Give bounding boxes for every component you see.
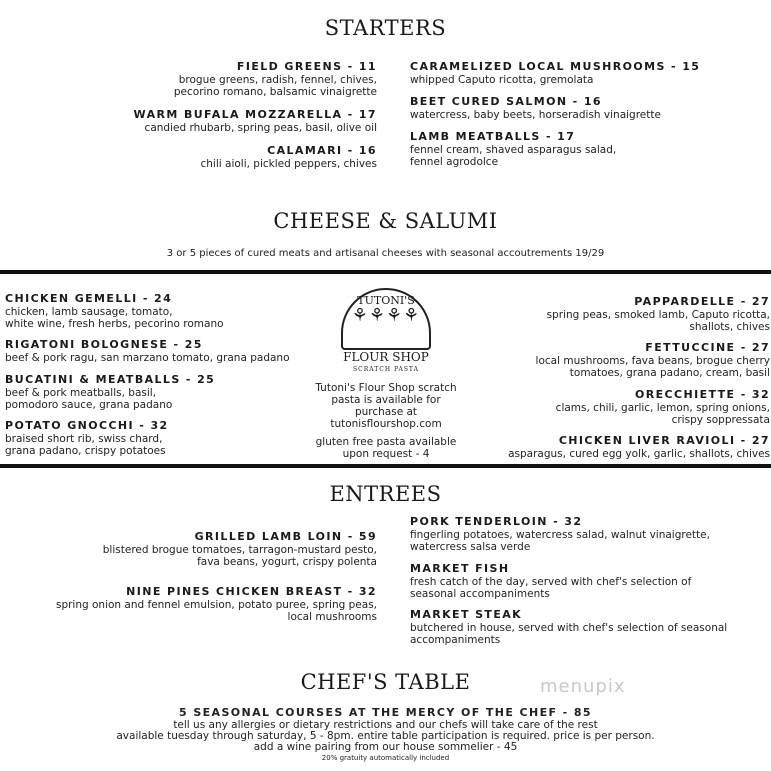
item-desc: pecorino romano, balsamic vinaigrette (173, 86, 377, 98)
starters-heading: STARTERS (324, 16, 447, 40)
chefs-table-heading: CHEF'S TABLE (300, 670, 471, 694)
item-desc: local mushrooms, fava beans, brogue cherry (535, 355, 770, 367)
logo-brand-text: TUTONI'S (357, 294, 415, 307)
chefs-table-line: available tuesday through saturday, 5 - 8pm. entire table participation is required. price is per person. (116, 730, 655, 742)
note-line: upon request - 4 (342, 448, 430, 460)
item-desc: chicken, lamb sausage, tomato, (5, 306, 173, 318)
menu-item (40, 144, 377, 170)
chefs-table-line: add a wine pairing from our house sommelier - 45 (253, 741, 518, 753)
item-name: RIGATONI BOLOGNESE - 25 (5, 338, 203, 351)
menu-item (410, 608, 765, 646)
menu-item (440, 434, 770, 460)
item-desc: seasonal accompaniments (410, 588, 550, 600)
item-desc: white wine, fresh herbs, pecorino romano (5, 318, 224, 330)
item-name: BEET CURED SALMON - 16 (410, 95, 602, 108)
item-desc: asparagus, cured egg yolk, garlic, shallots, chives (508, 448, 770, 460)
menu-item (410, 95, 760, 121)
item-name: NINE PINES CHICKEN BREAST - 32 (126, 585, 377, 598)
item-name: PAPPARDELLE - 27 (634, 295, 770, 308)
item-desc: butchered in house, served with chef's selection of seasonal (410, 622, 728, 634)
cheese-note: 3 or 5 pieces of cured meats and artisanal cheeses with seasonal accoutrements 19/29 (166, 248, 605, 259)
entrees-heading: ENTREES (329, 482, 442, 506)
menupix-watermark: menupix (540, 676, 626, 697)
item-name: MARKET FISH (410, 562, 510, 575)
menu-item (410, 130, 760, 168)
note-line: tutonisflourshop.com (330, 418, 442, 430)
item-desc: watercress salsa verde (410, 541, 531, 553)
item-desc: fennel cream, shaved asparagus salad, (410, 144, 617, 156)
item-name: PORK TENDERLOIN - 32 (410, 515, 583, 528)
chefs-table-headline: 5 SEASONAL COURSES AT THE MERCY OF THE CHEF - 85 (179, 706, 592, 719)
item-desc: fresh catch of the day, served with chef's selection of (410, 576, 692, 588)
item-desc: beef & pork ragu, san marzano tomato, grana padano (5, 352, 290, 364)
chefs-table-line: tell us any allergies or dietary restrictions and our chefs will take care of the rest (173, 719, 598, 731)
logo-subtitle: SCRATCH PASTA (353, 366, 419, 373)
item-name: ORECCHIETTE - 32 (635, 388, 770, 401)
note-line: pasta is available for (331, 394, 441, 406)
menu-item (5, 373, 325, 411)
menu-item (5, 419, 325, 457)
note-line: purchase at (354, 406, 418, 418)
item-desc: braised short rib, swiss chard, (5, 433, 163, 445)
menu-item (440, 388, 770, 426)
menu-item (440, 341, 770, 379)
cheese-heading: CHEESE & SALUMI (273, 209, 498, 233)
menu-item (410, 60, 760, 86)
item-desc: fava beans, yogurt, crispy polenta (197, 556, 377, 568)
item-name: FETTUCCINE - 27 (645, 341, 770, 354)
menu-item (440, 295, 770, 333)
menu-item (40, 60, 377, 98)
note-line: Tutoni's Flour Shop scratch (315, 382, 457, 394)
item-desc: tomatoes, grana padano, cream, basil (569, 367, 770, 379)
item-desc: chili aioli, pickled peppers, chives (200, 158, 377, 170)
item-name: CHICKEN LIVER RAVIOLI - 27 (558, 434, 770, 447)
item-name: GRILLED LAMB LOIN - 59 (194, 530, 377, 543)
item-desc: whipped Caputo ricotta, gremolata (410, 74, 594, 86)
note-line: gluten free pasta available (315, 436, 457, 448)
menu-item (410, 562, 765, 600)
menu-item (5, 292, 325, 330)
menu-item (20, 530, 377, 568)
item-name: BUCATINI & MEATBALLS - 25 (5, 373, 216, 386)
item-desc: crispy soppressata (671, 414, 770, 426)
item-name: MARKET STEAK (410, 608, 523, 621)
gratuity-note: 20% gratuity automatically included (321, 754, 450, 762)
item-name: FIELD GREENS - 11 (236, 60, 377, 73)
menu-item (5, 338, 325, 364)
menu-item (410, 515, 765, 553)
item-desc: fennel agrodolce (410, 156, 499, 168)
item-name: WARM BUFALA MOZZARELLA - 17 (133, 108, 377, 121)
item-desc: fingerling potatoes, watercress salad, walnut vinaigrette, (410, 529, 710, 541)
item-desc: pomodoro sauce, grana padano (5, 399, 173, 411)
wheat-icon: ⚘⚘⚘⚘ (351, 305, 421, 326)
item-name: CARAMELIZED LOCAL MUSHROOMS - 15 (410, 60, 701, 73)
item-name: POTATO GNOCCHI - 32 (5, 419, 169, 432)
menu-item (40, 108, 377, 134)
item-desc: watercress, baby beets, horseradish vinaigrette (410, 109, 661, 121)
item-desc: shallots, chives (689, 321, 770, 333)
item-name: CALAMARI - 16 (267, 144, 377, 157)
item-desc: spring onion and fennel emulsion, potato puree, spring peas, (55, 599, 377, 611)
item-desc: brogue greens, radish, fennel, chives, (178, 74, 377, 86)
flour-shop-logo (341, 288, 431, 350)
item-desc: grana padano, crispy potatoes (5, 445, 166, 457)
item-desc: beef & pork meatballs, basil, (5, 387, 157, 399)
item-desc: accompaniments (410, 634, 501, 646)
item-desc: spring peas, smoked lamb, Caputo ricotta, (546, 309, 770, 321)
menu-item (20, 585, 377, 623)
logo-name: FLOUR SHOP (343, 350, 429, 364)
item-desc: candied rhubarb, spring peas, basil, olive oil (144, 122, 377, 134)
item-desc: clams, chili, garlic, lemon, spring onions, (555, 402, 770, 414)
item-desc: blistered brogue tomatoes, tarragon-mustard pesto, (102, 544, 377, 556)
item-name: CHICKEN GEMELLI - 24 (5, 292, 173, 305)
item-desc: local mushrooms (287, 611, 377, 623)
item-name: LAMB MEATBALLS - 17 (410, 130, 576, 143)
